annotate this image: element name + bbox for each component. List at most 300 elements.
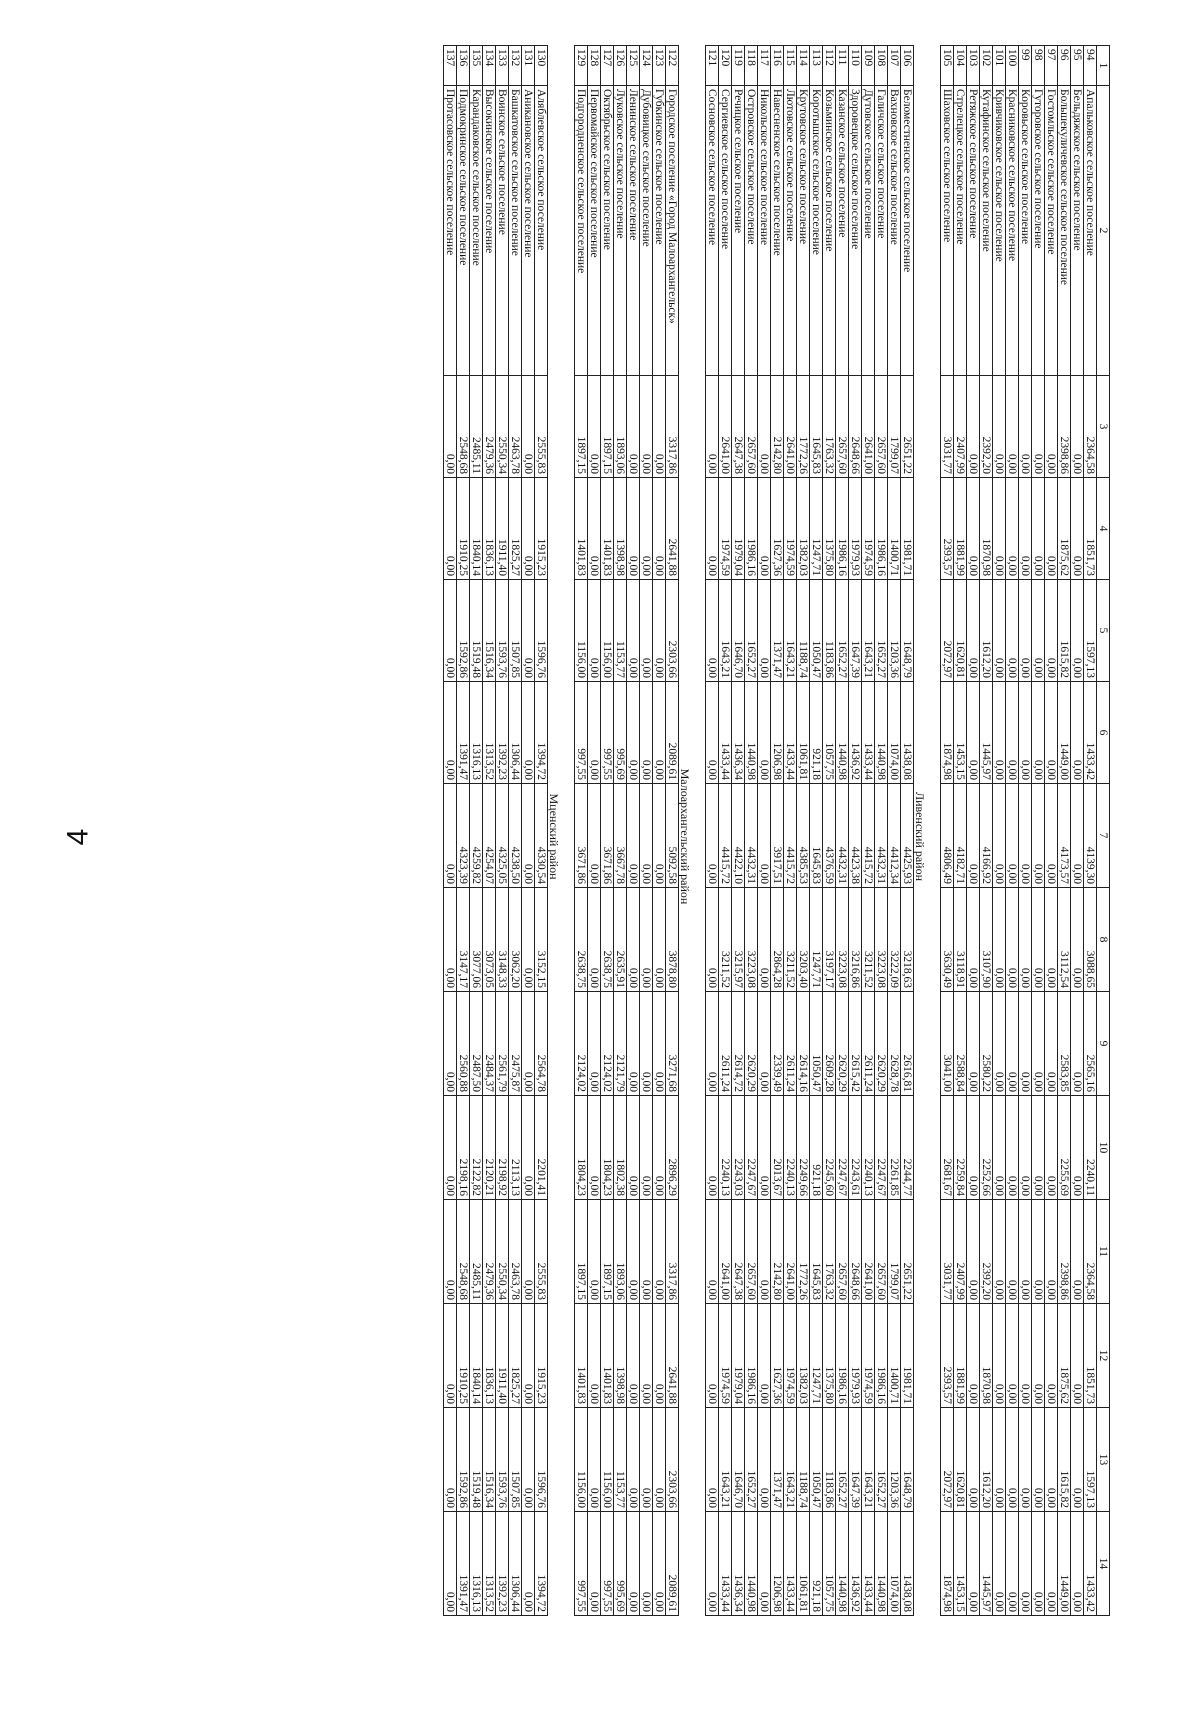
settlement-name-cell: Навесненское сельское поселение (771, 86, 784, 376)
value-cell: 1398,98 (614, 1304, 627, 1408)
value-cell: 0,00 (758, 1304, 771, 1408)
value-cell: 1316,13 (470, 682, 483, 784)
value-cell: 2614,72 (732, 992, 745, 1096)
row-number-cell: 130 (535, 46, 548, 86)
table-row (653, 46, 666, 1616)
settlement-name-cell: Вахновское сельское поселение (888, 86, 901, 376)
settlement-name-cell: Кутафинское сельское поселение (980, 86, 993, 376)
value-cell: 0,00 (653, 888, 666, 992)
settlement-name-cell: Казанское сельское поселение (836, 86, 849, 376)
value-cell: 0,00 (653, 376, 666, 478)
value-cell: 2484,37 (483, 992, 496, 1096)
value-cell: 2303,66 (666, 1408, 679, 1512)
table-body (444, 46, 1097, 1616)
value-cell: 2255,69 (1058, 1096, 1071, 1200)
table-row (496, 46, 509, 1616)
table-row (719, 46, 732, 1616)
value-cell: 1401,83 (575, 1304, 588, 1408)
column-header: 4 (1097, 478, 1110, 580)
value-cell: 1392,23 (496, 1512, 509, 1616)
value-cell: 1449,00 (1058, 1512, 1071, 1616)
table-row (1006, 46, 1019, 1616)
table-row (522, 46, 535, 1616)
value-cell: 1057,75 (823, 682, 836, 784)
value-cell: 0,00 (967, 376, 980, 478)
value-cell: 0,00 (758, 1096, 771, 1200)
value-cell: 0,00 (627, 376, 640, 478)
value-cell: 4376,59 (823, 784, 836, 888)
row-number-cell: 124 (640, 46, 653, 86)
value-cell: 1401,83 (601, 478, 614, 580)
value-cell: 0,00 (1032, 1408, 1045, 1512)
value-cell: 1897,15 (601, 1200, 614, 1304)
value-cell: 4432,31 (745, 784, 758, 888)
value-cell: 2588,84 (954, 992, 967, 1096)
value-cell: 1516,34 (483, 1408, 496, 1512)
value-cell: 1763,32 (823, 376, 836, 478)
value-cell: 0,00 (627, 888, 640, 992)
value-cell: 0,00 (967, 682, 980, 784)
value-cell: 4423,38 (849, 784, 862, 888)
settlement-name-cell: Аникановское сельское поселение (522, 86, 535, 376)
value-cell: 1825,27 (509, 478, 522, 580)
value-cell: 0,00 (1045, 1512, 1058, 1616)
value-cell: 2364,58 (1084, 376, 1097, 478)
settlement-name-cell: Красниковское сельское поселение (1006, 86, 1019, 376)
value-cell: 1433,42 (1084, 682, 1097, 784)
value-cell: 1897,15 (601, 376, 614, 478)
value-cell: 3077,06 (470, 888, 483, 992)
table-row (483, 46, 496, 1616)
table-row (640, 46, 653, 1616)
value-cell: 1061,81 (797, 682, 810, 784)
value-cell: 4330,54 (535, 784, 548, 888)
value-cell: 3671,86 (601, 784, 614, 888)
value-cell: 921,18 (810, 682, 823, 784)
value-cell: 0,00 (653, 478, 666, 580)
value-cell: 1881,99 (954, 1304, 967, 1408)
value-cell: 1911,40 (496, 478, 509, 580)
value-cell: 1394,72 (535, 682, 548, 784)
row-number-cell: 109 (862, 46, 875, 86)
value-cell: 0,00 (1045, 1304, 1058, 1408)
value-cell: 0,00 (967, 478, 980, 580)
value-cell: 3218,63 (901, 888, 914, 992)
value-cell: 3223,08 (836, 888, 849, 992)
value-cell: 0,00 (1045, 478, 1058, 580)
value-cell: 0,00 (967, 1408, 980, 1512)
value-cell: 0,00 (1071, 888, 1084, 992)
value-cell: 995,69 (614, 682, 627, 784)
value-cell: 3211,52 (862, 888, 875, 992)
value-cell: 2398,86 (1058, 1200, 1071, 1304)
value-cell: 4173,57 (1058, 784, 1071, 888)
value-cell: 2651,22 (901, 376, 914, 478)
table-row (732, 46, 745, 1616)
column-header: 11 (1097, 1200, 1110, 1304)
value-cell: 4182,71 (954, 784, 967, 888)
value-cell: 2201,41 (535, 1096, 548, 1200)
settlement-name-cell: Башкатовское сельское поселение (509, 86, 522, 376)
column-header: 7 (1097, 784, 1110, 888)
value-cell: 2648,66 (849, 1200, 862, 1304)
row-number-cell: 97 (1045, 46, 1058, 86)
value-cell: 0,00 (706, 784, 719, 888)
value-cell: 0,00 (522, 580, 535, 682)
settlement-name-cell: Коротышское сельское поселение (810, 86, 823, 376)
settlement-name-cell: Воинское сельское поселение (496, 86, 509, 376)
value-cell: 2641,00 (719, 376, 732, 478)
value-cell: 1436,92 (849, 1512, 862, 1616)
value-cell: 1875,62 (1058, 478, 1071, 580)
value-cell: 0,00 (444, 376, 457, 478)
value-cell: 1401,83 (601, 1304, 614, 1408)
value-cell: 0,00 (653, 1200, 666, 1304)
settlement-name-cell: Беломестненское сельское поселение (901, 86, 914, 376)
value-cell: 1453,15 (954, 682, 967, 784)
value-cell: 0,00 (1045, 376, 1058, 478)
value-cell: 1183,86 (823, 580, 836, 682)
value-cell: 0,00 (444, 580, 457, 682)
value-cell: 0,00 (588, 682, 601, 784)
value-cell: 4139,30 (1084, 784, 1097, 888)
value-cell: 0,00 (522, 784, 535, 888)
value-cell: 1874,98 (941, 1512, 954, 1616)
settlement-name-cell: Гуторовское сельское поселение (1032, 86, 1045, 376)
value-cell: 3031,77 (941, 1200, 954, 1304)
value-cell: 0,00 (1019, 580, 1032, 682)
value-cell: 0,00 (1045, 1096, 1058, 1200)
value-cell: 0,00 (758, 580, 771, 682)
row-number-cell: 96 (1058, 46, 1071, 86)
table-row (1071, 46, 1084, 1616)
value-cell: 1371,47 (771, 580, 784, 682)
value-cell: 0,00 (640, 682, 653, 784)
value-cell: 0,00 (1019, 376, 1032, 478)
value-cell: 1897,15 (575, 376, 588, 478)
value-cell: 0,00 (588, 580, 601, 682)
value-cell: 1597,13 (1084, 580, 1097, 682)
row-number-cell: 132 (509, 46, 522, 86)
value-cell: 1440,98 (745, 1512, 758, 1616)
value-cell: 0,00 (1006, 580, 1019, 682)
value-cell: 0,00 (653, 682, 666, 784)
value-cell: 1436,34 (732, 1512, 745, 1616)
value-cell: 2407,99 (954, 376, 967, 478)
value-cell: 1799,07 (888, 376, 901, 478)
value-cell: 0,00 (1019, 888, 1032, 992)
table-row (862, 46, 875, 1616)
settlement-name-cell: Коровьское сельское поселение (1019, 86, 1032, 376)
value-cell: 0,00 (640, 580, 653, 682)
value-cell: 1648,79 (901, 580, 914, 682)
column-header: 2 (1097, 86, 1110, 376)
row-number-cell: 123 (653, 46, 666, 86)
value-cell: 0,00 (1045, 784, 1058, 888)
value-cell: 1391,47 (457, 682, 470, 784)
value-cell: 1915,23 (535, 478, 548, 580)
value-cell: 2565,16 (1084, 992, 1097, 1096)
settlement-name-cell: Подмокринское сельское поселение (457, 86, 470, 376)
value-cell: 1203,36 (888, 580, 901, 682)
value-cell: 1799,07 (888, 1200, 901, 1304)
row-number-cell: 102 (980, 46, 993, 86)
value-cell: 0,00 (706, 1096, 719, 1200)
value-cell: 1646,70 (732, 580, 745, 682)
value-cell: 1615,82 (1058, 580, 1071, 682)
value-cell: 2657,60 (836, 376, 849, 478)
value-cell: 1870,98 (980, 1304, 993, 1408)
value-cell: 2651,22 (901, 1200, 914, 1304)
value-cell: 3223,08 (875, 888, 888, 992)
value-cell: 2550,34 (496, 1200, 509, 1304)
value-cell: 1652,27 (745, 580, 758, 682)
value-cell: 997,55 (601, 682, 614, 784)
row-number-cell: 129 (575, 46, 588, 86)
value-cell: 2564,78 (535, 992, 548, 1096)
value-cell: 0,00 (444, 1512, 457, 1616)
value-cell: 1203,36 (888, 1408, 901, 1512)
table-row (810, 46, 823, 1616)
value-cell: 2555,83 (535, 376, 548, 478)
value-cell: 0,00 (640, 1512, 653, 1616)
value-cell: 3216,86 (849, 888, 862, 992)
value-cell: 0,00 (640, 1200, 653, 1304)
value-cell: 997,55 (575, 682, 588, 784)
value-cell: 1643,21 (719, 580, 732, 682)
rotated-table-sheet (110, 45, 1110, 1615)
value-cell: 1382,03 (797, 1304, 810, 1408)
row-number-cell: 127 (601, 46, 614, 86)
value-cell: 0,00 (758, 1512, 771, 1616)
value-cell: 0,00 (1006, 1096, 1019, 1200)
value-cell: 2641,00 (784, 376, 797, 478)
column-header: 14 (1097, 1512, 1110, 1616)
value-cell: 2479,36 (483, 376, 496, 478)
settlement-name-cell: Луковское сельское поселение (614, 86, 627, 376)
value-cell: 2089,61 (666, 1512, 679, 1616)
value-cell: 0,00 (993, 1408, 1006, 1512)
value-cell: 0,00 (1071, 1512, 1084, 1616)
district-heading-row (914, 46, 927, 1616)
table-row (758, 46, 771, 1616)
value-cell: 1597,13 (1084, 1408, 1097, 1512)
table-row (875, 46, 888, 1616)
table-row (980, 46, 993, 1616)
value-cell: 3152,15 (535, 888, 548, 992)
value-cell: 2620,29 (745, 992, 758, 1096)
value-cell: 2113,13 (509, 1096, 522, 1200)
table-row (470, 46, 483, 1616)
value-cell: 0,00 (444, 1304, 457, 1408)
value-cell: 1400,71 (888, 478, 901, 580)
value-cell: 1627,36 (771, 1304, 784, 1408)
value-cell: 0,00 (706, 1200, 719, 1304)
value-cell: 1840,14 (470, 1304, 483, 1408)
value-cell: 1375,80 (823, 1304, 836, 1408)
value-cell: 0,00 (993, 1096, 1006, 1200)
value-cell: 1643,21 (862, 1408, 875, 1512)
value-cell: 4432,31 (836, 784, 849, 888)
settlement-name-cell: Губкинское сельское поселение (653, 86, 666, 376)
settlement-name-cell: Кривчиковское сельское поселение (993, 86, 1006, 376)
value-cell: 1911,40 (496, 1304, 509, 1408)
table-row (535, 46, 548, 1616)
value-cell: 0,00 (1045, 888, 1058, 992)
value-cell: 0,00 (758, 376, 771, 478)
row-number-cell: 128 (588, 46, 601, 86)
value-cell: 2641,00 (719, 1200, 732, 1304)
value-cell: 0,00 (706, 992, 719, 1096)
value-cell: 0,00 (444, 992, 457, 1096)
value-cell: 0,00 (1019, 784, 1032, 888)
value-cell: 0,00 (640, 784, 653, 888)
settlement-name-cell: Бельдяжское сельское поселение (1071, 86, 1084, 376)
value-cell: 1433,44 (719, 1512, 732, 1616)
value-cell: 0,00 (1006, 1512, 1019, 1616)
table-row (1058, 46, 1071, 1616)
value-cell: 1981,71 (901, 1304, 914, 1408)
column-header: 9 (1097, 992, 1110, 1096)
value-cell: 2896,29 (666, 1096, 679, 1200)
value-cell: 2261,85 (888, 1096, 901, 1200)
value-cell: 0,00 (627, 992, 640, 1096)
table-row (836, 46, 849, 1616)
value-cell: 1836,13 (483, 1304, 496, 1408)
value-cell: 2089,61 (666, 682, 679, 784)
value-cell: 5092,58 (666, 784, 679, 888)
value-cell: 0,00 (444, 682, 457, 784)
settlement-name-cell: Галичское сельское поселение (875, 86, 888, 376)
value-cell: 0,00 (653, 1512, 666, 1616)
value-cell: 1986,16 (875, 478, 888, 580)
value-cell: 0,00 (588, 784, 601, 888)
value-cell: 3630,49 (941, 888, 954, 992)
value-cell: 0,00 (1032, 1096, 1045, 1200)
value-cell: 2864,28 (771, 888, 784, 992)
value-cell: 1156,00 (575, 1408, 588, 1512)
value-cell: 0,00 (967, 888, 980, 992)
value-cell: 0,00 (1032, 478, 1045, 580)
value-cell: 2555,83 (535, 1200, 548, 1304)
value-cell: 4425,93 (901, 784, 914, 888)
value-cell: 1433,44 (784, 1512, 797, 1616)
column-header: 5 (1097, 580, 1110, 682)
value-cell: 3197,17 (823, 888, 836, 992)
value-cell: 0,00 (967, 1200, 980, 1304)
value-cell: 2120,21 (483, 1096, 496, 1200)
table-row (745, 46, 758, 1616)
table-row (706, 46, 719, 1616)
value-cell: 0,00 (1071, 376, 1084, 478)
value-cell: 1974,59 (784, 478, 797, 580)
value-cell: 2247,67 (875, 1096, 888, 1200)
value-cell: 0,00 (1045, 1200, 1058, 1304)
settlement-name-cell: Ретяжское сельское поселение (967, 86, 980, 376)
value-cell: 3203,40 (797, 888, 810, 992)
value-cell: 0,00 (640, 992, 653, 1096)
value-cell: 2550,34 (496, 376, 509, 478)
value-cell: 0,00 (1006, 888, 1019, 992)
value-cell: 0,00 (588, 1408, 601, 1512)
value-cell: 3222,09 (888, 888, 901, 992)
table-row (823, 46, 836, 1616)
value-cell: 1979,93 (849, 478, 862, 580)
value-cell: 1840,14 (470, 478, 483, 580)
value-cell: 921,18 (810, 1096, 823, 1200)
value-cell: 0,00 (1045, 992, 1058, 1096)
table-row (575, 46, 588, 1616)
value-cell: 3317,86 (666, 1200, 679, 1304)
value-cell: 3147,17 (457, 888, 470, 992)
value-cell: 0,00 (588, 1512, 601, 1616)
row-number-cell: 103 (967, 46, 980, 86)
row-number-cell: 137 (444, 46, 457, 86)
value-cell: 0,00 (1045, 580, 1058, 682)
value-cell: 1440,98 (836, 682, 849, 784)
row-number-cell: 122 (666, 46, 679, 86)
value-cell: 1050,47 (810, 992, 823, 1096)
value-cell: 0,00 (1032, 1512, 1045, 1616)
value-cell: 4422,10 (732, 784, 745, 888)
value-cell: 0,00 (1006, 1408, 1019, 1512)
value-cell: 0,00 (993, 478, 1006, 580)
value-cell: 1851,73 (1084, 478, 1097, 580)
value-cell: 1507,85 (509, 580, 522, 682)
column-header: 13 (1097, 1408, 1110, 1512)
value-cell: 0,00 (444, 1096, 457, 1200)
value-cell: 0,00 (588, 478, 601, 580)
value-cell: 0,00 (1019, 1304, 1032, 1408)
row-number-cell: 136 (457, 46, 470, 86)
settlement-name-cell: Ленинское сельское поселение (627, 86, 640, 376)
value-cell: 0,00 (1032, 1200, 1045, 1304)
value-cell: 2247,67 (745, 1096, 758, 1200)
row-number-cell: 104 (954, 46, 967, 86)
value-cell: 0,00 (653, 784, 666, 888)
value-cell: 1804,23 (575, 1096, 588, 1200)
value-cell: 1433,44 (784, 682, 797, 784)
value-cell: 0,00 (640, 1096, 653, 1200)
value-cell: 4259,82 (470, 784, 483, 888)
value-cell: 4412,34 (888, 784, 901, 888)
value-cell: 0,00 (444, 784, 457, 888)
row-number-cell: 126 (614, 46, 627, 86)
value-cell: 0,00 (588, 992, 601, 1096)
value-cell: 0,00 (627, 784, 640, 888)
value-cell: 2615,42 (849, 992, 862, 1096)
district-heading-row (548, 46, 561, 1616)
value-cell: 1974,59 (862, 1304, 875, 1408)
value-cell: 1061,81 (797, 1512, 810, 1616)
settlement-name-cell: Первомайское сельское поселение (588, 86, 601, 376)
value-cell: 0,00 (522, 888, 535, 992)
value-cell: 1593,76 (496, 580, 509, 682)
value-cell: 3118,91 (954, 888, 967, 992)
value-cell: 0,00 (1019, 478, 1032, 580)
value-cell: 1438,08 (901, 682, 914, 784)
value-cell: 1440,98 (745, 682, 758, 784)
settlement-name-cell: Шаховское сельское поселение (941, 86, 954, 376)
value-cell: 2013,67 (771, 1096, 784, 1200)
value-cell: 1433,44 (862, 1512, 875, 1616)
table-row (444, 46, 457, 1616)
value-cell: 1401,83 (575, 478, 588, 580)
column-header: 12 (1097, 1304, 1110, 1408)
value-cell: 1647,39 (849, 1408, 862, 1512)
value-cell: 2259,84 (954, 1096, 967, 1200)
value-cell: 2657,60 (836, 1200, 849, 1304)
